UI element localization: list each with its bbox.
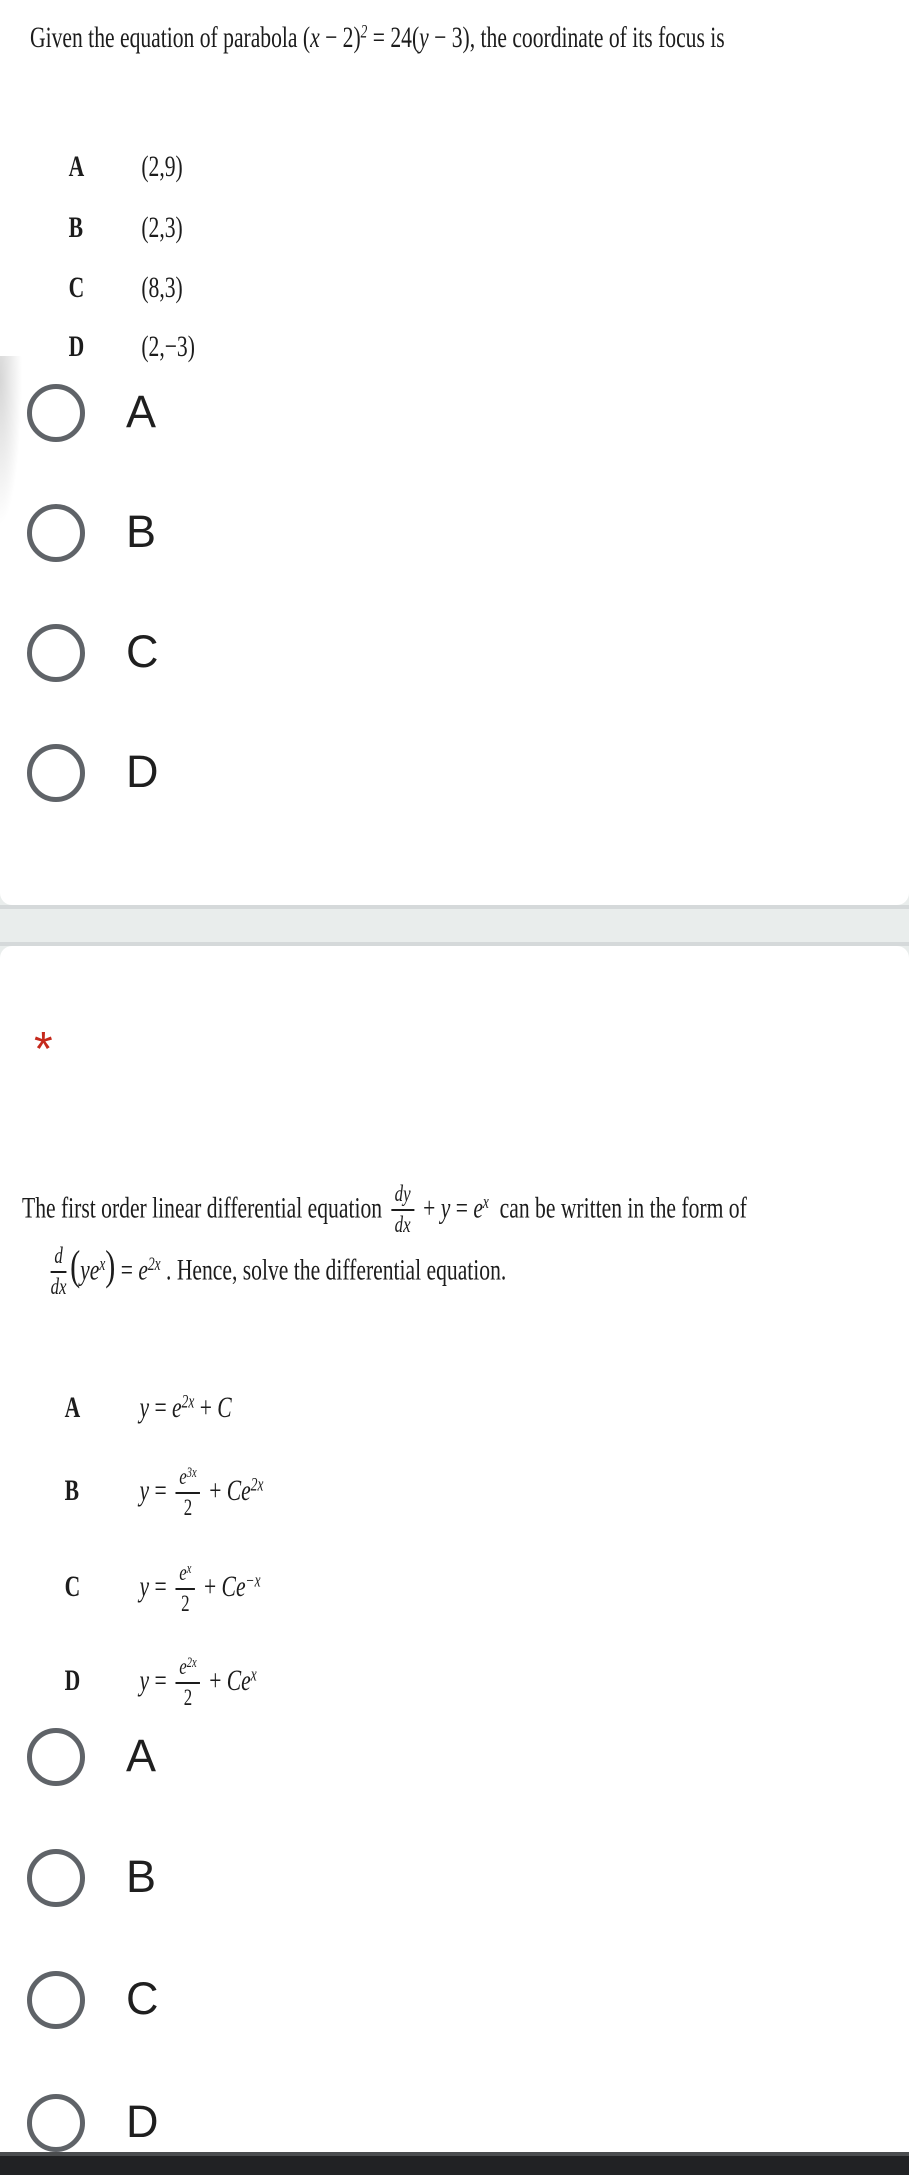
q1-choice-d-label[interactable]: D [126,746,159,797]
print-option-letter: B [68,211,84,244]
print-option-formula: y = $\frac{e^{3x}}{2}$ + $Ce^{2x}$ [139,1464,264,1522]
print-option-letter: C [64,1570,81,1604]
question1-title: Given the equation of parabola $(x - 2)^2 = 24(y - 3)$, the coordinate of its focus is [30,21,725,54]
q1-choice-b-radio[interactable] [27,504,85,562]
q2-choice-d-radio[interactable] [27,2094,85,2152]
print-option-letter: B [64,1474,80,1508]
card-separator [0,905,909,946]
q2-choice-c-radio[interactable] [27,1971,85,2029]
q2-choice-a-label[interactable]: A [126,1730,157,1781]
print-option-value: (2,−3) [141,330,195,363]
question2-title-line2: $\frac{d}{dx}$ $(ye^x) = e^{2x}$ . Hence, solve the differential equation. [50,1243,507,1301]
q2-choice-b-radio[interactable] [27,1849,85,1907]
q1-choice-a-radio[interactable] [27,384,85,442]
q2-choice-d-label[interactable]: D [126,2096,159,2147]
q2-choice-b-label[interactable]: B [126,1851,157,1902]
q2-choice-c-label[interactable]: C [126,1973,159,2024]
print-option-letter: D [68,330,85,363]
print-option-letter: A [68,150,85,183]
print-option-value: (2,9) [141,150,183,183]
print-option-formula: y = $\frac{e^{2x}}{2}$ + $Ce^x$ [139,1654,257,1712]
print-option-letter: A [64,1391,81,1424]
print-option-formula: y = $\frac{e^x}{2}$ + $Ce^{-x}$ [139,1560,261,1618]
print-option-d [47,293,195,401]
required-asterisk: * [34,1023,53,1076]
q2-choice-a-radio[interactable] [27,1728,85,1786]
bottom-taskbar [0,2152,909,2175]
print-option-value: (2,3) [141,211,183,244]
question2-title-line1: The first order linear differential equation $\frac{dy}{dx}$ + $y = e^x$ can be written in the form of [22,1181,747,1239]
print-option-value: (8,3) [141,271,183,304]
print-option-d [43,1620,257,1747]
q1-choice-c-label[interactable]: C [126,626,159,677]
q1-choice-d-radio[interactable] [27,744,85,802]
q1-choice-a-label[interactable]: A [126,386,157,437]
print-option-letter: D [64,1664,81,1698]
q1-choice-c-radio[interactable] [27,624,85,682]
q1-choice-b-label[interactable]: B [126,506,157,557]
print-option-formula: $y = e^{2x} + C$ [139,1391,232,1424]
print-option-letter: C [68,271,85,304]
